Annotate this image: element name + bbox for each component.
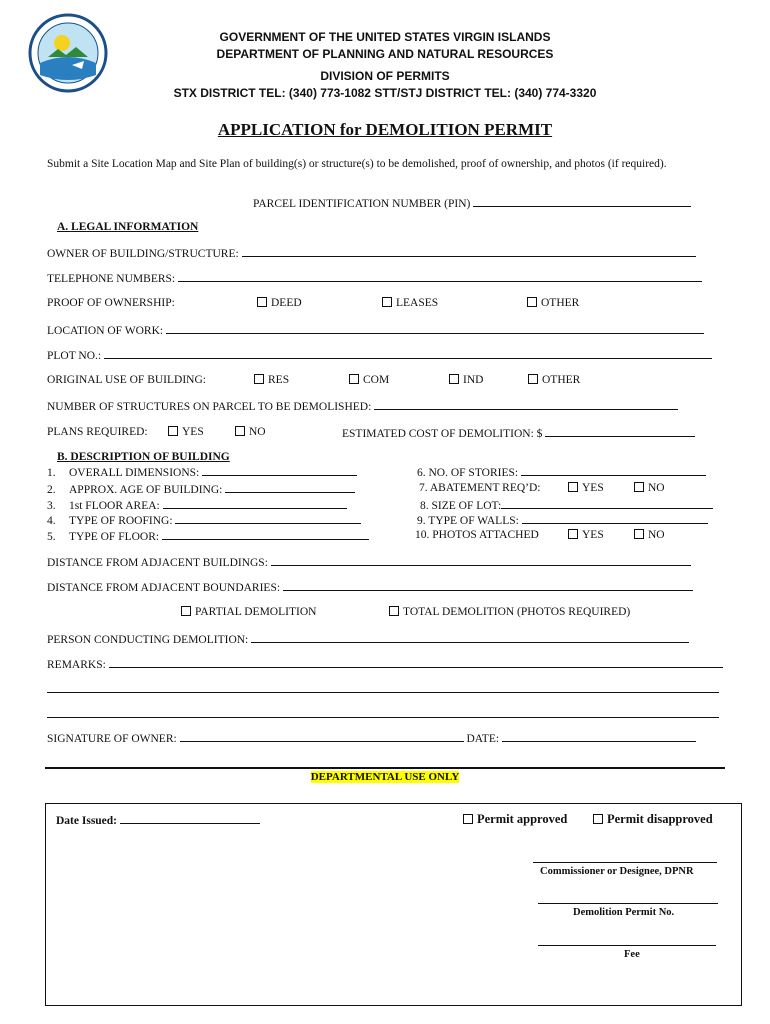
person-conducting-row <box>47 632 689 646</box>
proof-deed-option[interactable]: DEED <box>257 297 302 309</box>
remarks-label: REMARKS: <box>47 659 106 671</box>
signature-label: SIGNATURE OF OWNER: <box>47 733 177 745</box>
date-field[interactable] <box>502 731 696 742</box>
total-checkbox[interactable] <box>389 606 399 616</box>
photos-yes-checkbox[interactable] <box>568 529 578 539</box>
plans-no-option[interactable]: NO <box>235 426 266 438</box>
proof-leases-option[interactable]: LEASES <box>382 297 438 309</box>
b-item-7: 7. ABATEMENT REQ’D: <box>419 482 541 494</box>
distance-boundaries-field[interactable] <box>283 580 693 591</box>
person-conducting-field[interactable] <box>251 632 689 643</box>
dept-use-label: DEPARTMENTAL USE ONLY <box>310 771 460 783</box>
proof-other-option[interactable]: OTHER <box>527 297 579 309</box>
header-department: DEPARTMENT OF PLANNING AND NATURAL RESOURCES <box>216 47 554 61</box>
office-use-box <box>45 803 742 1006</box>
estimated-cost-label: ESTIMATED COST OF DEMOLITION: $ <box>342 428 543 440</box>
intro-text: Submit a Site Location Map and Site Plan of building(s) or structure(s) to be demolished, proof of ownership, and photos (if required). <box>47 158 667 170</box>
permit-no-line[interactable] <box>538 903 718 904</box>
approved-checkbox[interactable] <box>463 814 473 824</box>
date-issued-label: Date Issued: <box>56 815 118 827</box>
abatement-no-checkbox[interactable] <box>634 482 644 492</box>
header-phones: STX DISTRICT TEL: (340) 773-1082 STT/STJ DISTRICT TEL: (340) 774-3320 <box>173 86 597 100</box>
floor-area-field[interactable] <box>163 498 347 509</box>
commissioner-signature-line[interactable] <box>533 862 717 863</box>
num-structures-field[interactable] <box>374 399 678 410</box>
leases-checkbox[interactable] <box>382 297 392 307</box>
partial-demolition-option[interactable]: PARTIAL DEMOLITION <box>181 606 316 618</box>
plans-required-label: PLANS REQUIRED: <box>47 426 148 438</box>
photos-no-option[interactable]: NO <box>634 529 665 541</box>
permit-no-label: Demolition Permit No. <box>573 907 675 918</box>
b-item-2: 2. APPROX. AGE OF BUILDING: <box>47 482 355 496</box>
com-checkbox[interactable] <box>349 374 359 384</box>
photos-yes-option[interactable]: YES <box>568 529 604 541</box>
section-a-heading: A. LEGAL INFORMATION <box>57 221 199 233</box>
partial-checkbox[interactable] <box>181 606 191 616</box>
roofing-field[interactable] <box>175 513 361 524</box>
telephone-label: TELEPHONE NUMBERS: <box>47 273 176 285</box>
distance-boundaries-label: DISTANCE FROM ADJACENT BOUNDARIES: <box>47 582 281 594</box>
original-use-label: ORIGINAL USE OF BUILDING: <box>47 374 206 386</box>
remarks-field[interactable] <box>109 657 723 668</box>
plot-row <box>47 348 712 362</box>
pin-label: PARCEL IDENTIFICATION NUMBER (PIN) <box>253 198 471 210</box>
distance-buildings-field[interactable] <box>271 555 691 566</box>
permit-disapproved-option[interactable]: Permit disapproved <box>593 812 713 827</box>
num-structures-row <box>47 399 678 413</box>
location-row <box>47 323 704 337</box>
disapproved-checkbox[interactable] <box>593 814 603 824</box>
plot-label: PLOT NO.: <box>47 350 102 362</box>
b-item-9: 9. TYPE OF WALLS: <box>417 513 708 527</box>
signature-row <box>47 731 696 745</box>
b-item-6: 6. NO. OF STORIES: <box>417 465 706 479</box>
permit-approved-option[interactable]: Permit approved <box>463 812 567 827</box>
remarks-line-2[interactable] <box>47 692 719 693</box>
plans-yes-option[interactable]: YES <box>168 426 204 438</box>
distance-buildings-row <box>47 555 691 569</box>
remarks-row <box>47 657 723 671</box>
remarks-line-3[interactable] <box>47 717 719 718</box>
owner-field[interactable] <box>242 246 696 257</box>
plans-yes-checkbox[interactable] <box>168 426 178 436</box>
divider <box>45 767 725 769</box>
use-com-option[interactable]: COM <box>349 374 389 386</box>
b-item-5: 5. TYPE OF FLOOR: <box>47 529 369 543</box>
other-checkbox[interactable] <box>527 297 537 307</box>
owner-label: OWNER OF BUILDING/STRUCTURE: <box>47 248 239 260</box>
abatement-no-option[interactable]: NO <box>634 482 665 494</box>
proof-label: PROOF OF OWNERSHIP: <box>47 297 175 309</box>
lot-size-field[interactable] <box>501 498 713 509</box>
fee-line[interactable] <box>538 945 716 946</box>
b-item-4: 4. TYPE OF ROOFING: <box>47 513 361 527</box>
age-field[interactable] <box>225 482 355 493</box>
b-item-8: 8. SIZE OF LOT: <box>420 498 713 512</box>
telephone-row <box>47 271 702 285</box>
overall-dimensions-field[interactable] <box>202 465 357 476</box>
telephone-field[interactable] <box>178 271 702 282</box>
num-structures-label: NUMBER OF STRUCTURES ON PARCEL TO BE DEMOLISHED: <box>47 401 372 413</box>
distance-buildings-label: DISTANCE FROM ADJACENT BUILDINGS: <box>47 557 268 569</box>
b-item-10: 10. PHOTOS ATTACHED <box>415 529 539 541</box>
deed-checkbox[interactable] <box>257 297 267 307</box>
total-demolition-option[interactable]: TOTAL DEMOLITION (PHOTOS REQUIRED) <box>389 606 630 618</box>
location-label: LOCATION OF WORK: <box>47 325 164 337</box>
header-division: DIVISION OF PERMITS <box>320 69 450 83</box>
res-checkbox[interactable] <box>254 374 264 384</box>
owner-row <box>47 246 696 260</box>
section-b-heading: B. DESCRIPTION OF BUILDING <box>57 451 230 463</box>
floor-type-field[interactable] <box>162 529 369 540</box>
pin-row <box>253 196 691 210</box>
b-item-1: 1. OVERALL DIMENSIONS: <box>47 465 357 479</box>
page-title: APPLICATION for DEMOLITION PERMIT <box>217 120 553 139</box>
abatement-yes-option[interactable]: YES <box>568 482 604 494</box>
location-field[interactable] <box>166 323 704 334</box>
person-conducting-label: PERSON CONDUCTING DEMOLITION: <box>47 634 249 646</box>
commissioner-label: Commissioner or Designee, DPNR <box>540 866 694 877</box>
estimated-cost-field[interactable] <box>545 426 695 437</box>
distance-boundaries-row <box>47 580 693 594</box>
use-other-checkbox[interactable] <box>528 374 538 384</box>
use-ind-option[interactable]: IND <box>449 374 483 386</box>
ind-checkbox[interactable] <box>449 374 459 384</box>
photos-no-checkbox[interactable] <box>634 529 644 539</box>
use-res-option[interactable]: RES <box>254 374 289 386</box>
plot-field[interactable] <box>104 348 712 359</box>
abatement-yes-checkbox[interactable] <box>568 482 578 492</box>
pin-field[interactable] <box>473 196 691 207</box>
plans-no-checkbox[interactable] <box>235 426 245 436</box>
date-issued-field[interactable] <box>120 813 260 824</box>
b-item-3: 3. 1st FLOOR AREA: <box>47 498 347 512</box>
signature-field[interactable] <box>180 731 464 742</box>
date-issued-row <box>56 813 260 827</box>
fee-label: Fee <box>624 949 640 960</box>
use-other-option[interactable]: OTHER <box>528 374 580 386</box>
header-government: GOVERNMENT OF THE UNITED STATES VIRGIN ISLANDS <box>219 30 551 44</box>
date-label: DATE: <box>466 733 500 745</box>
stories-field[interactable] <box>521 465 706 476</box>
estimated-cost-row <box>342 426 695 440</box>
walls-field[interactable] <box>522 513 708 524</box>
